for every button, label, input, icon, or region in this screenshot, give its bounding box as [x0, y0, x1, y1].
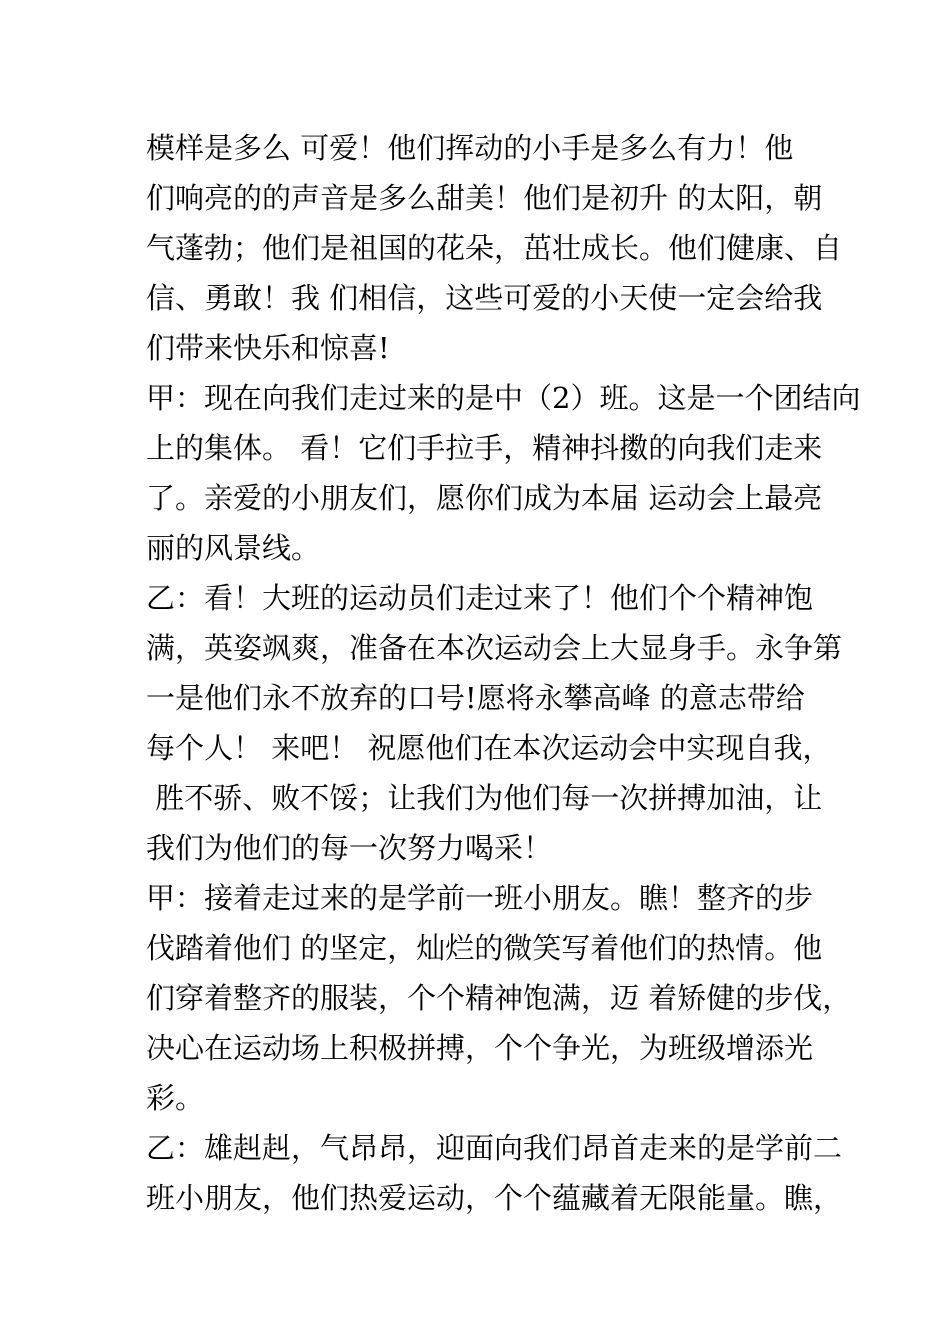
text-line: 模样是多么 可爱！他们挥动的小手是多么有力！他 [146, 131, 794, 165]
text-line: 伐踏着他们 的坚定，灿烂的微笑写着他们的热情。他 [146, 931, 823, 965]
text-line: 信、勇敢！我 们相信，这些可爱的小天使一定会给我 [146, 281, 823, 315]
text-line: 决心在运动场上积极拼搏，个个争光，为班级增添光 [146, 1031, 814, 1065]
document-body-text [146, 123, 861, 1223]
text-line: 满，英姿飒爽，准备在本次运动会上大显身手。永争第 [146, 631, 843, 665]
text-line: 们响亮的的声音是多么甜美！他们是初升 的太阳，朝 [146, 181, 823, 215]
text-line: 们穿着整齐的服装，个个精神饱满，迈 着矫健的步伐， [146, 981, 852, 1015]
text-line: 乙：雄赳赳，气昂昂，迎面向我们昂首走来的是学前二 [146, 1131, 843, 1165]
text-line: 甲：现在向我们走过来的是中（2）班。这是一个团结向 [146, 381, 861, 415]
text-line: 甲：接着走过来的是学前一班小朋友。瞧！整齐的步 [146, 881, 814, 915]
text-line: 上的集体。 看！它们手拉手，精神抖擞的向我们走来 [146, 431, 823, 465]
text-line: 丽的风景线。 [146, 531, 321, 565]
text-line: 班小朋友，他们热爱运动，个个蕴藏着无限能量。瞧， [146, 1181, 843, 1215]
text-line: 彩。 [146, 1081, 205, 1115]
text-line: 一是他们永不放弃的口号!愿将永攀高峰 的意志带给 [146, 681, 805, 715]
text-line: 了。亲爱的小朋友们，愿你们成为本届 运动会上最亮 [146, 481, 823, 515]
text-line: 气蓬勃；他们是祖国的花朵，茁壮成长。他们健康、自 [146, 231, 843, 265]
text-line: 胜不骄、败不馁；让我们为他们每一次拼搏加油，让 [146, 781, 823, 815]
text-line: 每个人！ 来吧！ 祝愿他们在本次运动会中实现自我， [146, 731, 832, 765]
text-line: 们带来快乐和惊喜! [146, 331, 390, 365]
text-line: 乙：看！大班的运动员们走过来了！他们个个精神饱 [146, 581, 814, 615]
text-line: 我们为他们的每一次努力喝采！ [146, 831, 553, 865]
